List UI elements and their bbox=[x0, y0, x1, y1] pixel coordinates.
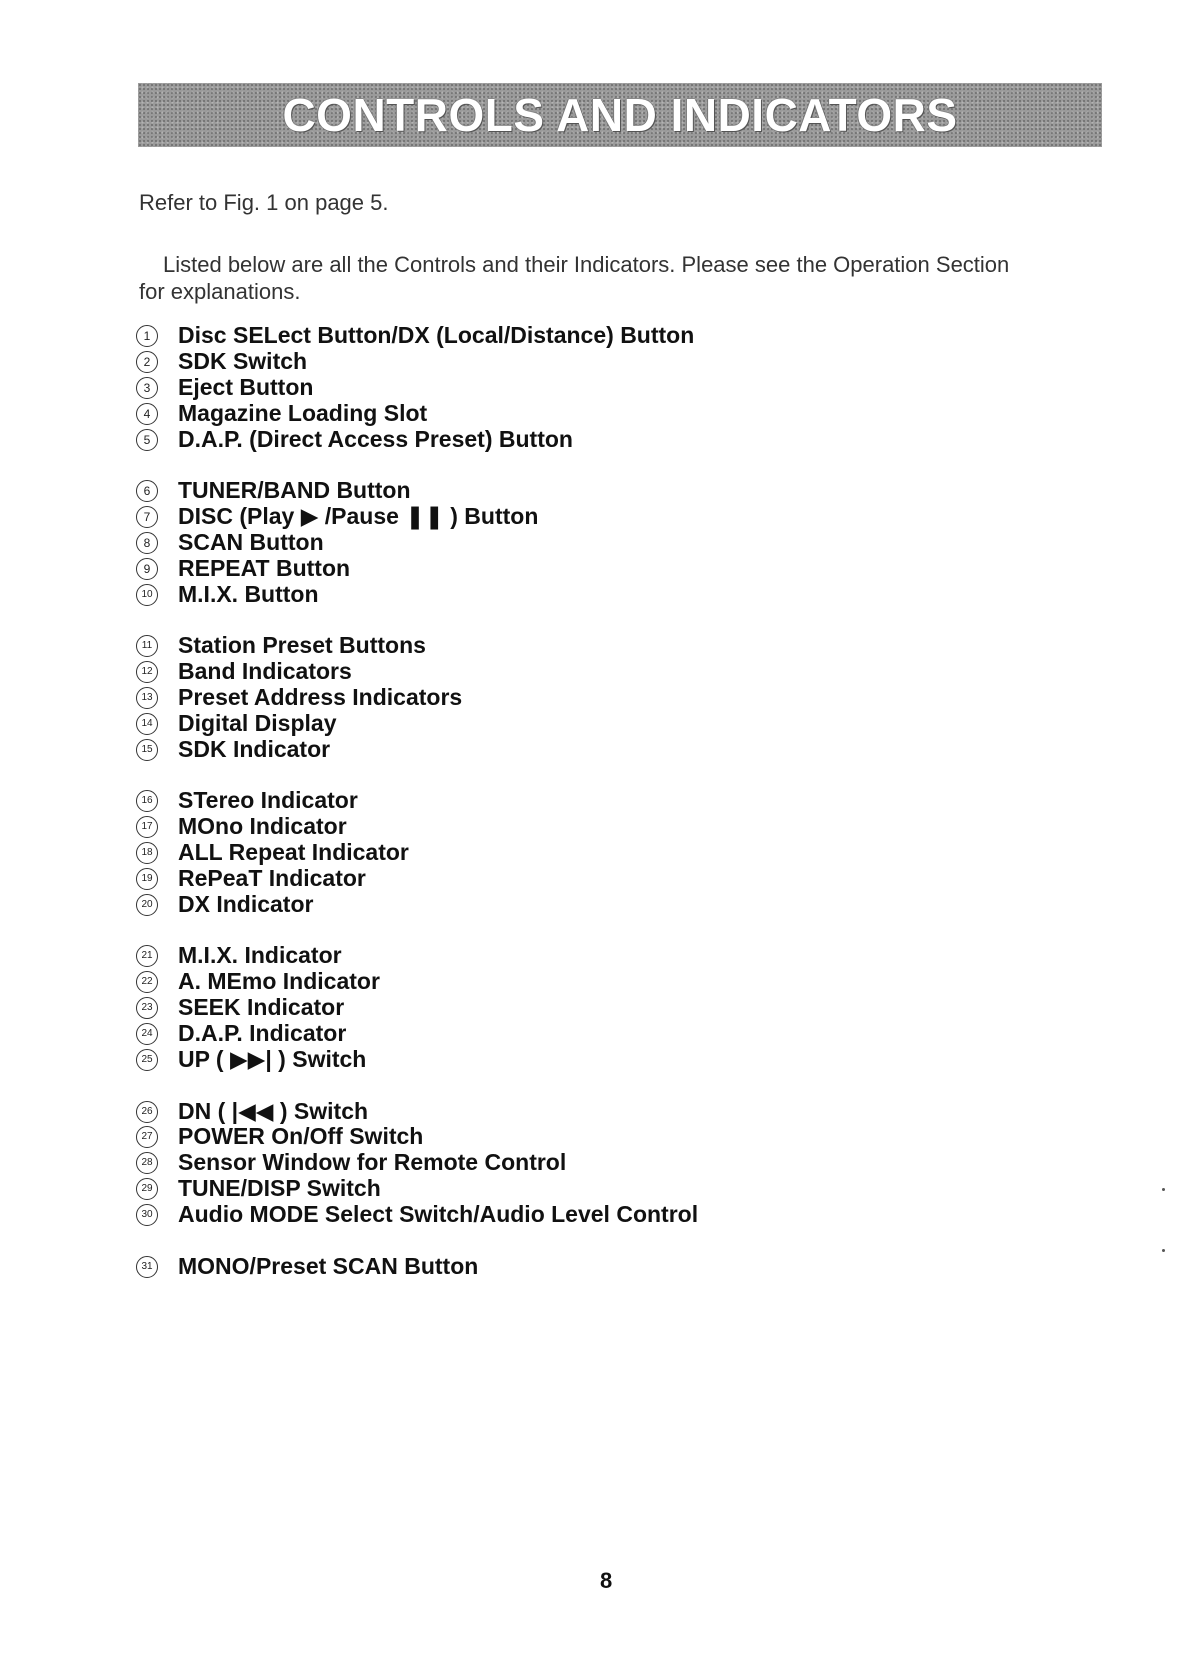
item-label: DISC (Play ▶ /Pause ❚❚ ) Button bbox=[178, 503, 539, 529]
item-label: M.I.X. Indicator bbox=[178, 942, 342, 968]
list-item bbox=[136, 684, 462, 711]
item-label: Band Indicators bbox=[178, 658, 352, 684]
item-label: STereo Indicator bbox=[178, 787, 358, 813]
item-label: MOno Indicator bbox=[178, 813, 347, 839]
item-label: Audio MODE Select Switch/Audio Level Control bbox=[178, 1201, 699, 1227]
item-number-badge: 17 bbox=[136, 816, 158, 838]
item-label: UP ( ▶▶| ) Switch bbox=[178, 1046, 367, 1072]
item-number-badge: 2 bbox=[136, 351, 158, 373]
list-item bbox=[136, 736, 330, 763]
item-number-badge: 28 bbox=[136, 1152, 158, 1174]
item-number-badge: 10 bbox=[136, 584, 158, 606]
page-title: CONTROLS AND INDICATORS bbox=[282, 89, 958, 141]
item-label: RePeaT Indicator bbox=[178, 865, 366, 891]
item-label: M.I.X. Button bbox=[178, 581, 319, 607]
list-item bbox=[136, 477, 411, 504]
list-item bbox=[136, 865, 366, 892]
item-label: Sensor Window for Remote Control bbox=[178, 1149, 567, 1175]
list-item bbox=[136, 994, 344, 1021]
list-item bbox=[136, 374, 313, 401]
list-item bbox=[136, 503, 538, 530]
item-number-badge: 15 bbox=[136, 739, 158, 761]
list-item bbox=[136, 1098, 368, 1125]
item-number-badge: 25 bbox=[136, 1049, 158, 1071]
item-label: SDK Indicator bbox=[178, 736, 331, 762]
intro-line-2: for explanations. bbox=[139, 279, 301, 304]
item-number-badge: 14 bbox=[136, 713, 158, 735]
item-label: A. MEmo Indicator bbox=[178, 968, 380, 994]
item-label: TUNER/BAND Button bbox=[178, 477, 411, 503]
item-label: Magazine Loading Slot bbox=[178, 400, 428, 426]
item-label: ALL Repeat Indicator bbox=[178, 839, 409, 865]
list-item bbox=[136, 813, 347, 840]
item-number-badge: 4 bbox=[136, 403, 158, 425]
list-item bbox=[136, 1201, 698, 1228]
item-number-badge: 30 bbox=[136, 1204, 158, 1226]
item-number-badge: 31 bbox=[136, 1256, 158, 1278]
item-number-badge: 16 bbox=[136, 790, 158, 812]
item-label: REPEAT Button bbox=[178, 555, 351, 581]
item-number-badge: 26 bbox=[136, 1101, 158, 1123]
item-number-badge: 19 bbox=[136, 868, 158, 890]
reference-text: Refer to Fig. 1 on page 5. bbox=[139, 190, 389, 215]
item-label: Digital Display bbox=[178, 710, 337, 736]
list-item bbox=[136, 1123, 423, 1150]
page-number: 8 bbox=[600, 1568, 613, 1593]
item-number-badge: 29 bbox=[136, 1178, 158, 1200]
list-item bbox=[136, 891, 313, 918]
item-label: POWER On/Off Switch bbox=[178, 1123, 424, 1149]
item-number-badge: 20 bbox=[136, 894, 158, 916]
item-number-badge: 3 bbox=[136, 377, 158, 399]
list-item bbox=[136, 1175, 381, 1202]
item-label: Eject Button bbox=[178, 374, 314, 400]
item-label: TUNE/DISP Switch bbox=[178, 1175, 381, 1201]
item-number-badge: 18 bbox=[136, 842, 158, 864]
item-label: SCAN Button bbox=[178, 529, 324, 555]
list-item bbox=[136, 1046, 366, 1073]
list-item bbox=[136, 658, 352, 685]
list-item bbox=[136, 322, 694, 349]
item-number-badge: 11 bbox=[136, 635, 158, 657]
list-item bbox=[136, 1149, 566, 1176]
item-label: Station Preset Buttons bbox=[178, 632, 426, 658]
item-label: DN ( |◀◀ ) Switch bbox=[178, 1098, 369, 1124]
item-number-badge: 5 bbox=[136, 429, 158, 451]
item-label: SDK Switch bbox=[178, 348, 308, 374]
item-label: Preset Address Indicators bbox=[178, 684, 463, 710]
item-number-badge: 21 bbox=[136, 945, 158, 967]
item-number-badge: 9 bbox=[136, 558, 158, 580]
list-item bbox=[136, 787, 358, 814]
item-number-badge: 27 bbox=[136, 1126, 158, 1148]
item-number-badge: 7 bbox=[136, 506, 158, 528]
list-item bbox=[136, 400, 427, 427]
item-number-badge: 12 bbox=[136, 661, 158, 683]
item-label: D.A.P. (Direct Access Preset) Button bbox=[178, 426, 573, 452]
scan-speck bbox=[1162, 1188, 1165, 1191]
item-number-badge: 24 bbox=[136, 1023, 158, 1045]
list-item bbox=[136, 348, 307, 375]
item-number-badge: 23 bbox=[136, 997, 158, 1019]
list-item bbox=[136, 1020, 346, 1047]
item-number-badge: 22 bbox=[136, 971, 158, 993]
list-item bbox=[136, 426, 573, 453]
item-label: DX Indicator bbox=[178, 891, 314, 917]
item-label: SEEK Indicator bbox=[178, 994, 345, 1020]
list-item bbox=[136, 839, 409, 866]
list-item bbox=[136, 710, 336, 737]
list-item bbox=[136, 555, 350, 582]
list-item bbox=[136, 942, 342, 969]
list-item bbox=[136, 632, 426, 659]
list-item bbox=[136, 581, 319, 608]
scan-speck bbox=[1162, 1249, 1165, 1252]
item-number-badge: 1 bbox=[136, 325, 158, 347]
item-number-badge: 6 bbox=[136, 480, 158, 502]
item-number-badge: 13 bbox=[136, 687, 158, 709]
list-item bbox=[136, 968, 380, 995]
intro-line-1: Listed below are all the Controls and their Indicators. Please see the Operation Section bbox=[163, 252, 1010, 277]
item-label: Disc SELect Button/DX (Local/Distance) Button bbox=[178, 322, 695, 348]
list-item bbox=[136, 529, 324, 556]
item-number-badge: 8 bbox=[136, 532, 158, 554]
item-label: MONO/Preset SCAN Button bbox=[178, 1253, 479, 1279]
item-label: D.A.P. Indicator bbox=[178, 1020, 347, 1046]
list-item bbox=[136, 1253, 478, 1280]
